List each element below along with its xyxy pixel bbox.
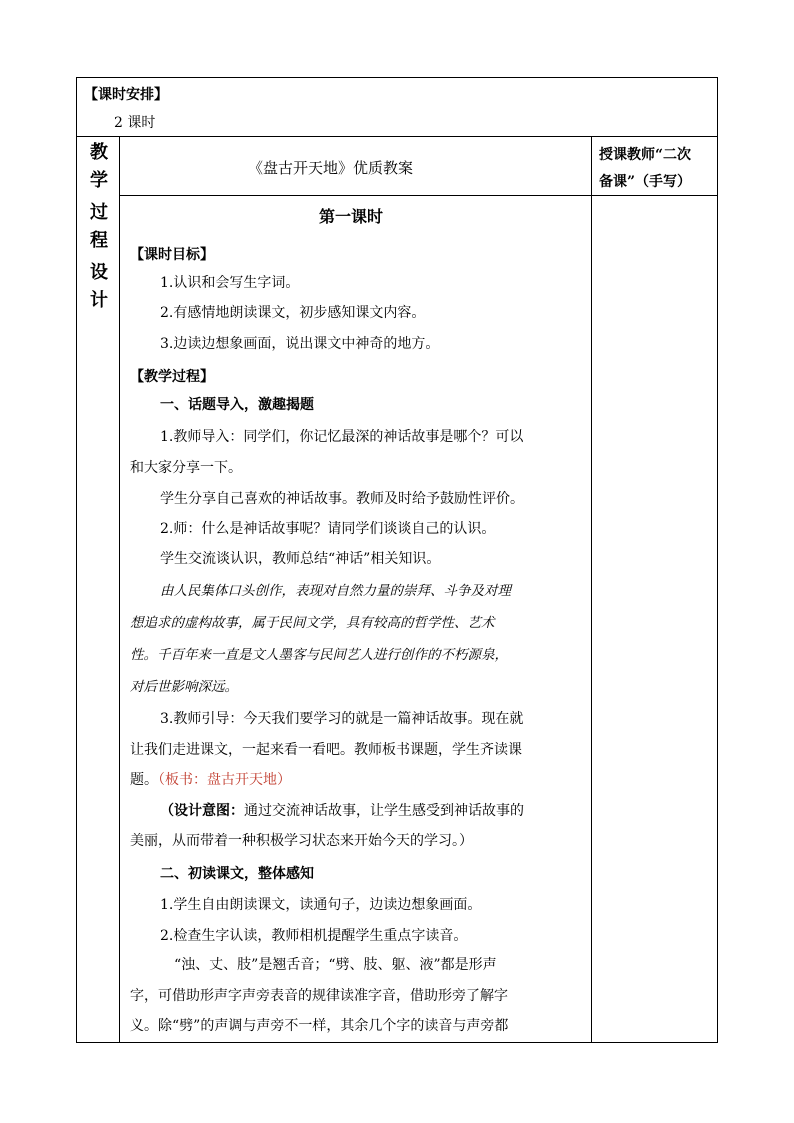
teacher-notes-header-line2: 备课”（手写）	[599, 174, 692, 190]
left-column-char: 计	[90, 290, 108, 311]
goals-label: 【课时目标】	[130, 247, 214, 263]
left-column-char: 程	[90, 230, 108, 251]
paragraph-line: 义。除“劈”的声调与声旁不一样，其余几个字的读音与声旁都	[130, 1018, 509, 1034]
table-border-left	[76, 77, 77, 1043]
paragraph-line: 3.教师引导：今天我们要学习的就是一篇神话故事。现在就	[160, 711, 524, 727]
design-intent-line	[160, 801, 524, 821]
teacher-notes-header-line1: 授课教师“二次	[599, 147, 692, 163]
paragraph-line: 1.学生自由朗读课文，读通句子，边读边想象画面。	[160, 897, 482, 913]
document-title: 《盘古开天地》优质教案	[248, 159, 414, 177]
goal-item: 3.边读边想象画面，说出课文中神奇的地方。	[160, 336, 440, 352]
paragraph-line: 让我们走进课文，一起来看一看吧。教师板书课题，学生齐读课	[130, 742, 522, 758]
handwritten-note-line: 性。千百年来一直是文人墨客与民间艺人进行创作的不朽源泉，	[130, 647, 508, 663]
schedule-label: 【课时安排】	[84, 87, 168, 103]
paragraph-line: 2.师：什么是神话故事呢？请同学们谈谈自己的认识。	[160, 521, 496, 537]
goal-item: 2.有感情地朗读课文，初步感知课文内容。	[160, 305, 426, 321]
left-column-char: 学	[90, 170, 108, 191]
paragraph-line	[130, 770, 291, 790]
table-border-right	[717, 77, 718, 1043]
paragraph-line: 学生交流谈认识，教师总结“神话”相关知识。	[160, 551, 441, 567]
left-column-divider	[119, 136, 120, 1043]
header-row-divider	[76, 136, 718, 137]
blackboard-note: （板书：盘古开天地）	[158, 772, 291, 788]
paragraph-line: 1.教师导入：同学们，你记忆最深的神话故事是哪个？可以	[160, 429, 524, 445]
table-border-bottom	[76, 1042, 718, 1043]
left-column-char: 教	[90, 142, 108, 163]
handwritten-note-line: 想追求的虚构故事，属于民间文学，具有较高的哲学性、艺术	[130, 615, 495, 631]
paragraph-line: 2.检查生字认读，教师相机提醒学生重点字读音。	[160, 928, 468, 944]
handwritten-note-line: 对后世影响深远。	[130, 679, 238, 695]
left-column-char: 过	[90, 202, 108, 223]
paragraph-line: 学生分享自己喜欢的神话故事。教师及时给予鼓励性评价。	[160, 491, 524, 507]
paragraph-line: “浊、丈、肢”是翘舌音；“劈、肢、躯、液”都是形声	[174, 957, 497, 973]
paragraph-line: 字，可借助形声字声旁表音的规律读准字音，借助形旁了解字	[130, 988, 508, 1004]
part2-heading: 二、初读课文，整体感知	[160, 866, 314, 882]
design-intent-label: （设计意图：	[160, 803, 244, 819]
process-label: 【教学过程】	[130, 369, 214, 385]
paragraph-text: 题。	[130, 772, 158, 788]
design-intent-text: 通过交流神话故事，让学生感受到神话故事的	[244, 803, 524, 819]
side-column-divider	[591, 136, 592, 1043]
title-row-divider	[119, 195, 718, 196]
table-border-top	[76, 77, 718, 78]
lesson-title: 第一课时	[319, 207, 384, 226]
goal-item: 1.认识和会写生字词。	[160, 275, 300, 291]
part1-heading: 一、话题导入，激趣揭题	[160, 397, 314, 413]
schedule-hours: 2 课时	[114, 115, 156, 131]
handwritten-note-line: 由人民集体口头创作，表现对自然力量的崇拜、斗争及对理	[160, 583, 511, 599]
paragraph-line: 和大家分享一下。	[130, 460, 242, 476]
left-column-char: 设	[90, 262, 108, 283]
design-intent-line: 美丽，从而带着一种积极学习状态来开始今天的学习。）	[130, 833, 473, 849]
